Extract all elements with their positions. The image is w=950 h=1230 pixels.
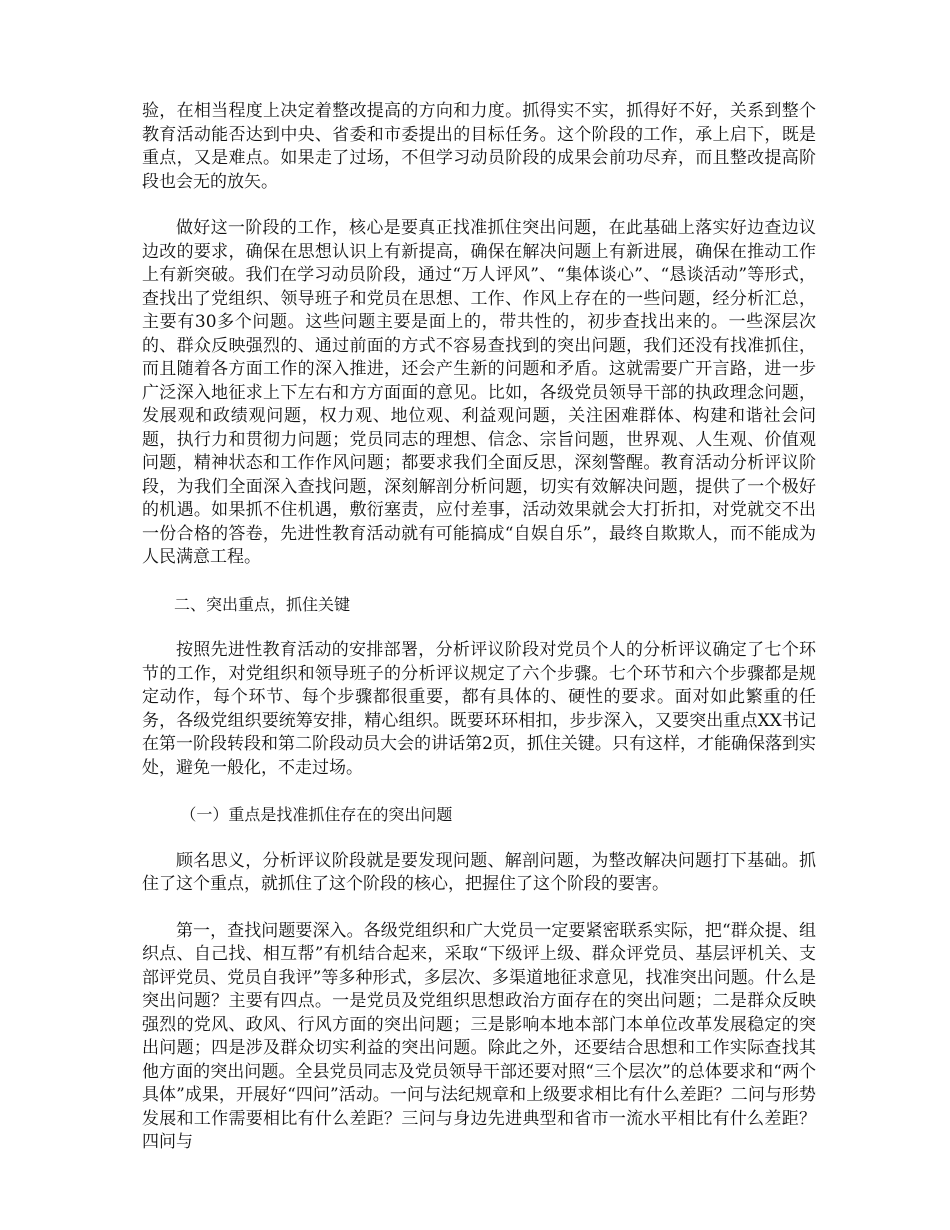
paragraph-1: 验，在相当程度上决定着整改提高的方向和力度。抓得实不实，抓得好不好，关系到整个教育活动能否达到中央、省委和市委提出的目标任务。这个阶段的工作，承上启下，既是重点，又是难点。如果走了过场，不但学习动员阶段的成果会前功尽弃，而且整改提高阶段也会无的放矢。 <box>142 101 816 192</box>
document-page <box>142 100 816 1178</box>
paragraph-4: 顾名思义，分析评议阶段就是要发现问题、解剖问题，为整改解决问题打下基础。抓住了这个重点，就抓住了这个阶段的核心，把握住了这个阶段的要害。 <box>142 850 816 894</box>
subsection-heading: （一）重点是找准抓住存在的突出问题 <box>180 805 453 824</box>
paragraph-5: 第一，查找问题要深入。各级党组织和广大党员一定要紧密联系实际，把“群众提、组织点、自己找、相互帮”有机结合起来，采取“下级评上级、群众评党员、基层评机关、支部评党员、党员自我评”等多种形式，多层次、多渠道地征求意见，找准突出问题。什么是突出问题？主要有四点。一是党员及党组织思想政治方面存在的突出问题；二是群众反映强烈的党风、政风、行风方面的突出问题；三是影响本地本部门本单位改革发展稳定的突出问题；四是涉及群众切实利益的突出问题。除此之外，还要结合思想和工作实际查找其他方面的突出问题。全县党员同志及党员领导干部还要对照“三个层次”的总体要求和“两个具体”成果，开展好“四问”活动。一问与法纪规章和上级要求相比有什么差距？二问与形势发展和工作需要相比有什么差距？三问与身边先进典型和省市一流水平相比有什么差距？四问与 <box>142 920 816 1152</box>
paragraph-2: 做好这一阶段的工作，核心是要真正找准抓住突出问题，在此基础上落实好边查边议边改的要求，确保在思想认识上有新提高，确保在解决问题上有新进展，确保在推动工作上有新突破。我们在学习动员阶段，通过“万人评风”、“集体谈心”、“恳谈活动”等形式，查找出了党组织、领导班子和党员在思想、工作、作风上存在的一些问题，经分析汇总，主要有30多个问题。这些问题主要是面上的，带共性的，初步查找出来的。一些深层次的、群众反映强烈的、通过前面的方式不容易查找到的突出问题，我们还没有找准抓住，而且随着各方面工作的深入推进，还会产生新的问题和矛盾。这就需要广开言路，进一步广泛深入地征求上下左右和方方面面的意见。比如，各级党员领导干部的执政理念问题，发展观和政绩观问题，权力观、地位观、利益观问题，关注困难群体、构建和谐社会问题，执行力和贯彻力问题；党员同志的理想、信念、宗旨问题，世界观、人生观、价值观问题，精神状态和工作作风问题；都要求我们全面反思，深刻警醒。教育活动分析评议阶段，为我们全面深入查找问题，深刻解剖分析问题，切实有效解决问题，提供了一个极好的机遇。如果抓不住机遇，敷衍塞责，应付差事，活动效果就会大打折扣，对党就交不出一份合格的答卷，先进性教育活动就有可能搞成“自娱自乐”，最终自欺欺人，而不能成为人民满意工程。 <box>142 218 816 567</box>
section-heading: 二、突出重点，抓住关键 <box>174 594 351 614</box>
paragraph-3: 按照先进性教育活动的安排部署，分析评议阶段对党员个人的分析评议确定了七个环节的工作，对党组织和领导班子的分析评议规定了六个步骤。七个环节和六个步骤都是规定动作，每个环节、每个步骤都很重要，都有具体的、硬性的要求。面对如此繁重的任务，各级党组织要统筹安排，精心组织。既要环环相扣，步步深入，又要突出重点XX书记在第一阶段转段和第二阶段动员大会的讲话第2页，抓住关键。只有这样，才能确保落到实处，避免一般化，不走过场。 <box>142 640 816 778</box>
